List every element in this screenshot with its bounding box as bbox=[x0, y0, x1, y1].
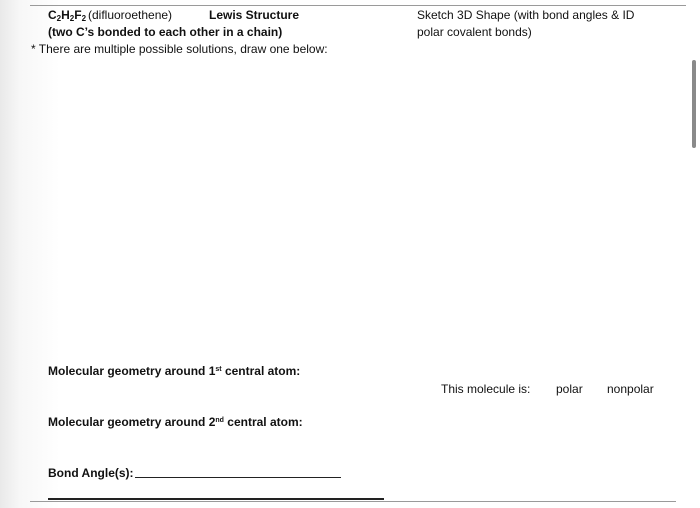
lewis-structure-heading: Lewis Structure bbox=[209, 8, 300, 22]
geometry-second-central-atom: Molecular geometry around 2nd central atom: bbox=[48, 415, 303, 429]
chain-note: (two C’s bonded to each other in a chain) bbox=[48, 25, 283, 39]
bond-angles-blank[interactable] bbox=[135, 466, 341, 478]
sketch-heading-line2: polar covalent bonds) bbox=[417, 25, 532, 39]
compound-name: (difluoroethene) bbox=[88, 8, 173, 22]
bond-angles-question: Bond Angle(s): bbox=[48, 466, 341, 481]
nonpolar-option[interactable]: nonpolar bbox=[607, 382, 654, 396]
geometry-first-central-atom: Molecular geometry around 1st central atom: bbox=[48, 364, 301, 378]
multiple-solutions-note: * There are multiple possible solutions, draw one below: bbox=[31, 42, 328, 56]
molecule-formula: $C_2H_2F_2$ bbox=[48, 8, 87, 23]
polar-option[interactable]: polar bbox=[556, 382, 583, 396]
bottom-divider bbox=[30, 501, 676, 502]
vertical-scrollbar[interactable] bbox=[692, 60, 696, 148]
sketch-heading-line1: Sketch 3D Shape (with bond angles & ID bbox=[417, 8, 635, 22]
polarity-prompt: This molecule is: bbox=[441, 382, 531, 396]
top-divider bbox=[30, 5, 686, 6]
answer-underline bbox=[48, 498, 384, 500]
